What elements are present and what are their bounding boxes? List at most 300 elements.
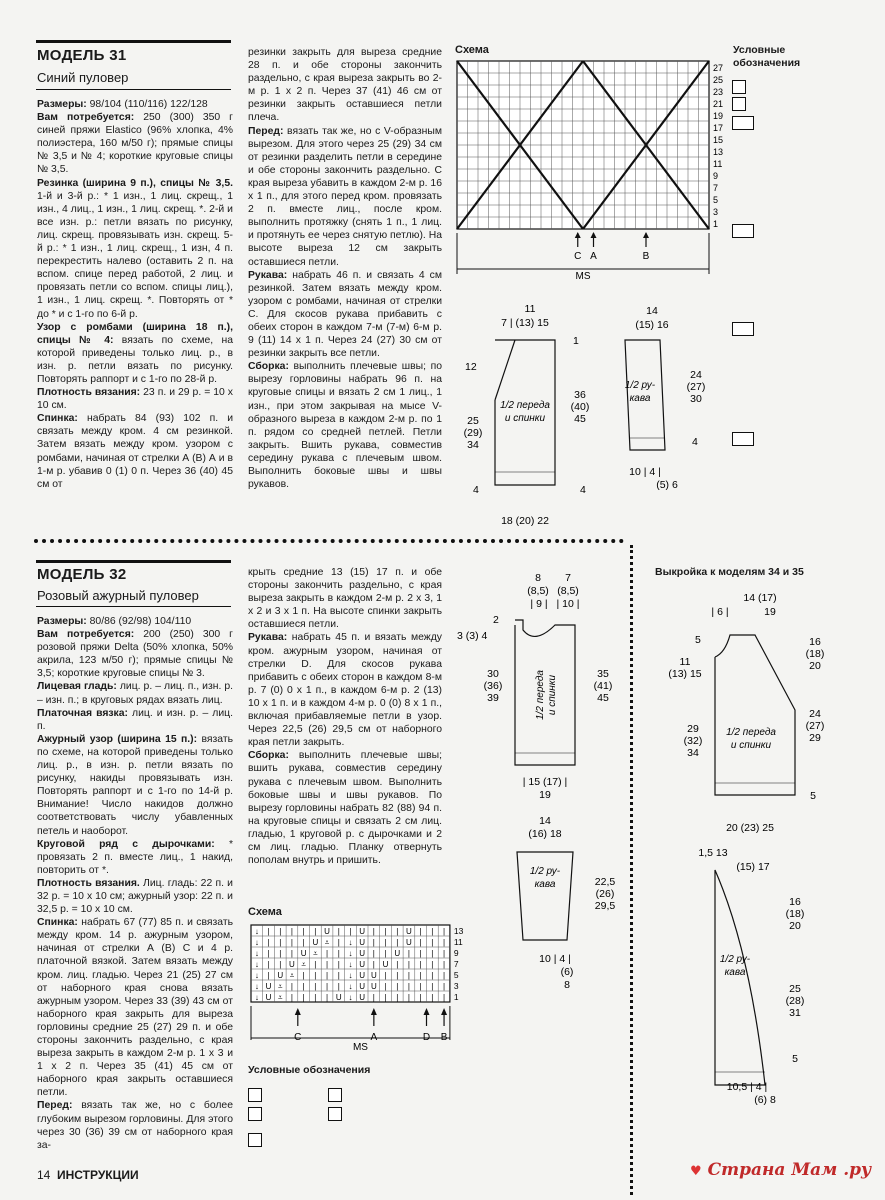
- paragraph: [37, 98, 233, 111]
- dim-top: 7: [565, 572, 571, 584]
- chart-symbol: |: [314, 982, 317, 991]
- pattern-label: 1/2 переда: [535, 670, 546, 720]
- chart-symbol: |: [443, 960, 446, 969]
- dim-left2: (29): [463, 427, 483, 439]
- ms-label: MS: [352, 1042, 368, 1053]
- dim-top: (8,5): [557, 585, 579, 597]
- paragraph-text: 200 (250) 300 г розовой пряжи Delta (50% хлопка, 50% акрила, 123 м/50 г); прямые спицы № 3,5; короткие круговые спицы № 3.: [37, 629, 233, 680]
- model31-text-col1: [37, 98, 233, 491]
- chart-symbol: |: [314, 971, 317, 980]
- dim-top: 8: [535, 572, 541, 584]
- chart-symbol: |: [443, 927, 446, 936]
- paragraph-heading: Плотность вязания:: [37, 387, 141, 399]
- chart-symbol: ⩡: [301, 960, 306, 969]
- paragraph-text: * провязать 2 п. вместе лиц., 1 накид, повторить от *.: [37, 838, 233, 876]
- model31-title: МОДЕЛЬ 31: [37, 47, 127, 64]
- chart-symbol: ↓: [254, 971, 259, 980]
- row-number: 5: [453, 970, 459, 980]
- paragraph-heading: Вам потребуется:: [37, 112, 135, 124]
- dim-right2: (28): [785, 995, 805, 1007]
- chart-symbol: |: [419, 993, 422, 1002]
- chart-symbol: |: [302, 982, 305, 991]
- paragraph-heading: Платочная вязка:: [37, 707, 128, 719]
- paragraph-text: вязать по схеме, на которой приведены только лиц. р., в изн. р. петли вязать по рисунку, накиды провязывать изн. Повторять раппорт и с 1-го по 14-й р. Внимание! Число накидов должно соответствовать числу убавленных петель и наоборот.: [37, 733, 234, 837]
- paragraph-text: вязать так же, но с V-образным вырезом. Для этого через 25 (29) 34 см от резинки разделить петли в середине и обе стороны закончить раздельно. С края выреза убавить в каждом 2-м р. 16 х 1 п., для этого перед кром. провязать 2 п. вместе лиц., после кром. выполнить протяжку (снять 1 п., 1 лиц. и протянуть ее через снятую петлю). На высоте выреза 12 см закрыть оставшиеся петли.: [248, 125, 442, 268]
- dim-right: 24: [690, 369, 702, 381]
- paragraph: [37, 615, 233, 628]
- paragraph-heading: Ажурный узор (ширина 15 п.):: [37, 733, 198, 745]
- chart-symbol: |: [419, 927, 422, 936]
- chart-symbol: ↓: [254, 960, 259, 969]
- dim-bottom-right: 4: [692, 436, 698, 448]
- model31-subtitle: Синий пуловер: [37, 70, 129, 85]
- chart-symbol: |: [326, 993, 329, 1002]
- model31-knitting-chart: [452, 56, 724, 306]
- dim-right3: 5: [792, 1053, 798, 1065]
- chart-symbol: |: [431, 927, 434, 936]
- paragraph-heading: Сборка:: [248, 750, 289, 762]
- chart-symbol: |: [337, 971, 340, 980]
- paragraph-heading: Спинка:: [37, 917, 78, 929]
- pattern3435-sleeve: [655, 840, 855, 1110]
- dim-right1: 20: [789, 920, 801, 932]
- model32-pattern-body: [455, 565, 630, 810]
- dim-top: 1,5 13: [698, 847, 728, 859]
- dim-left1: 5: [695, 634, 701, 646]
- dim-top2: 7 | (13) 15: [501, 317, 549, 329]
- chart-symbol: |: [302, 927, 305, 936]
- paragraph: [37, 111, 233, 176]
- footer-page-number: 14: [37, 1168, 51, 1182]
- dim-right: 30: [690, 393, 702, 405]
- dim-right: 35: [597, 668, 609, 680]
- chart-symbol: ⩡: [324, 938, 330, 947]
- chart-symbol: U: [359, 949, 366, 958]
- legend-symbol-icon: [328, 1107, 342, 1121]
- paragraph-text: 80/86 (92/98) 104/110: [86, 616, 192, 627]
- dim-bottom: 10 | 4 |: [629, 466, 661, 478]
- dim-right: 22,5: [594, 876, 616, 888]
- arrow-label: D: [422, 1032, 431, 1043]
- paragraph-text: набрать 67 (77) 85 п. и связать между кром. 14 р. ажурным узором, начиная от стрелки А (В) С и 4 р. платочной вязкой. Затем вязать между кром. лиц. гладью. Через 21 (25) 27 см от наборного края снова вязать ажурным узором. Через 33 (39) 43 см от наборного края закрыть для выреза горловины средние 25 (27) 29 п. и обе стороны закончить раздельно, с края выреза закрыть в каждом 2-м р. 1 х 3 и 1 х 2 п. Через 35 (41) 45 см от наборного края закрыть оставшиеся петли.: [37, 917, 233, 1099]
- row-number: 9: [453, 948, 459, 958]
- chart-symbol: U: [265, 982, 272, 991]
- chart-symbol: |: [337, 982, 340, 991]
- paragraph: [37, 877, 233, 916]
- dim-right2: 25: [789, 983, 801, 995]
- pattern-label: 1/2 ру-: [529, 866, 561, 877]
- chart-symbol: U: [335, 993, 342, 1002]
- chart-symbol: |: [407, 960, 410, 969]
- paragraph-text: набрать 45 п. и вязать между кром. ажурным узором, начиная от стрелки D. Для скосов рукава прибавить с обеих сторон в каждом 8-м р. 7 (0) 0 х 1 п., в каждом 6-м р. 2 (13) 10 х 1 п. и в каждом 4-м р. 0 (0) 8 х 1 п., включая прибавляемые петли в узор. Через 22,5 (26) 29,5 см от наборного края петли закрыть.: [248, 632, 442, 749]
- dim-bottom: 8: [564, 979, 570, 991]
- paragraph-heading: Резинка (ширина 9 п.), спицы № 3,5.: [37, 177, 233, 189]
- chart-symbol: ↓: [254, 949, 259, 958]
- dim-bottom-right: 4: [580, 484, 586, 496]
- dim-bottom: 19: [539, 789, 551, 801]
- paragraph-text: крыть средние 13 (15) 17 п. и обе стороны закончить раздельно, с края выреза закрыть в каждом 2-м р. 2 х 3, 1 х 2 и 3 х 1 п. На высоте спинки закрыть оставшиеся петли.: [248, 567, 442, 631]
- chart-symbol: |: [372, 949, 375, 958]
- chart-symbol: ↓: [348, 982, 353, 991]
- chart-symbol: |: [384, 982, 387, 991]
- row-number: 21: [713, 99, 724, 109]
- footer-section: ИНСТРУКЦИИ: [57, 1168, 139, 1182]
- paragraph: [37, 177, 233, 321]
- chart-symbol: |: [302, 938, 305, 947]
- chart-symbol: |: [431, 971, 434, 980]
- model31-scheme-title: Схема: [455, 44, 489, 56]
- legend-symbol-icon: [732, 80, 746, 94]
- chart-symbol: |: [443, 982, 446, 991]
- dim-top: 19: [764, 606, 776, 618]
- chart-symbol: |: [419, 949, 422, 958]
- dim-right: (40): [570, 401, 590, 413]
- chart-symbol: |: [443, 971, 446, 980]
- chart-symbol: |: [290, 982, 293, 991]
- chart-symbol: ⩡: [277, 993, 283, 1002]
- model31-header-rule: [36, 40, 231, 43]
- row-number: 9: [713, 171, 719, 181]
- paragraph-text: вязать так же, но с более глубоким вырезом горловины. Для этого через 30 (36) 39 см от наборного края за-: [37, 1100, 233, 1151]
- legend-symbol-icon: [328, 1088, 342, 1102]
- dim-right2: 24: [809, 708, 821, 720]
- dim-left3: (36): [483, 680, 503, 692]
- chart-symbol: |: [267, 938, 270, 947]
- chart-symbol: |: [267, 949, 270, 958]
- chart-symbol: |: [407, 971, 410, 980]
- chart-symbol: |: [384, 927, 387, 936]
- chart-symbol: U: [359, 993, 366, 1002]
- chart-symbol: ⩡: [277, 982, 283, 991]
- row-number: 11: [713, 159, 723, 169]
- chart-symbol: U: [359, 960, 366, 969]
- dim-top2: (16) 18: [528, 828, 562, 840]
- paragraph-heading: Круговой ряд с дырочками:: [37, 838, 215, 850]
- chart-symbol: ↓: [348, 960, 353, 969]
- model32-pattern-sleeve: [455, 812, 630, 997]
- row-number: 23: [713, 87, 724, 97]
- row-number: 7: [713, 183, 719, 193]
- chart-symbol: |: [407, 993, 410, 1002]
- paragraph: [37, 838, 233, 877]
- chart-symbol: |: [337, 927, 340, 936]
- chart-symbol: |: [407, 949, 410, 958]
- chart-symbol: ↓: [254, 993, 259, 1002]
- dim-right2: (27): [805, 720, 825, 732]
- dim-bottom: 10 | 4 |: [539, 953, 571, 965]
- neckline: [495, 340, 515, 400]
- paragraph-heading: Лицевая гладь:: [37, 681, 117, 693]
- watermark-text: Страна Мам .ру: [707, 1160, 872, 1180]
- paragraph-heading: Размеры:: [37, 99, 87, 110]
- chart-symbol: |: [326, 960, 329, 969]
- paragraph-text: выполнить плечевые швы; по вырезу горловины набрать 96 п. на круговые спицы и вязать 2 см 1 лиц., 1 изн., при этом закрывая на мысе V-образного выреза в каждом 2-м р. по 1 п. рядом со средней петлей. Петли закрыть. Вшить рукава, совместив середину рукава с плечевым швом. Выполнить боковые швы и швы рукавов.: [248, 361, 442, 491]
- dim-right2: 31: [789, 1007, 801, 1019]
- paragraph-text: набрать 46 п. и связать 4 см резинкой. Затем вязать между кром. узором с ромбами, начиная от стрелки С. Для скосов рукава прибавить с обеих сторон в каждом 7-м (7-м) 6-м р. 9 (11) 14 х 1 п. Через 24 (27) 30 см от резинки закрыть все петли.: [248, 269, 442, 360]
- chart-symbol: U: [370, 982, 377, 991]
- legend-symbol-icon: [732, 322, 754, 336]
- chart-symbol: |: [279, 927, 282, 936]
- chart-symbol: ↓: [348, 993, 353, 1002]
- chart-symbol: |: [407, 982, 410, 991]
- paragraph: [37, 412, 233, 491]
- model32-sub-rule: [36, 606, 231, 607]
- arrow-label: C: [294, 1032, 302, 1043]
- model31-legend-title: Условные обозначения: [733, 44, 801, 69]
- arrow-head-icon: [441, 1008, 447, 1015]
- paragraph: [37, 386, 233, 412]
- row-number: 27: [713, 63, 724, 73]
- chart-symbol: |: [396, 938, 399, 947]
- dim-left3: 39: [487, 692, 499, 704]
- paragraph: [37, 916, 233, 1099]
- dim-bottom: | 15 (17) |: [522, 776, 568, 788]
- chart-symbol: |: [302, 993, 305, 1002]
- hidden: [715, 635, 795, 795]
- dim-left2: (13) 15: [668, 668, 702, 680]
- legend-symbol-icon: [732, 97, 746, 111]
- chart-symbol: U: [324, 927, 330, 936]
- paragraph-heading: Перед:: [248, 125, 284, 137]
- paragraph-heading: Плотность вязания.: [37, 877, 140, 889]
- chart-symbol: |: [372, 993, 375, 1002]
- row-number: 15: [713, 135, 724, 145]
- dim-top: 14: [539, 815, 551, 827]
- paragraph: [37, 1099, 233, 1151]
- dim-left3: 30: [487, 668, 499, 680]
- dim-bottom2: (5) 6: [656, 479, 678, 491]
- pattern3435-body: [655, 585, 855, 835]
- pattern-label: 1/2 ру-: [719, 954, 751, 965]
- paragraph: [37, 321, 233, 386]
- dim-top: | 9 |: [530, 598, 548, 610]
- chart-symbol: |: [267, 960, 270, 969]
- chart-symbol: |: [372, 938, 375, 947]
- chart-symbol: |: [337, 949, 340, 958]
- chart-symbol: |: [443, 949, 446, 958]
- row-number: 1: [453, 992, 459, 1002]
- chart-symbol: |: [396, 971, 399, 980]
- chart-symbol: |: [419, 938, 422, 947]
- arrow-head-icon: [575, 232, 581, 238]
- chart-symbol: |: [314, 993, 317, 1002]
- paragraph-text: 250 (300) 350 г синей пряжи Elastico (96% хлопка, 4% полиэстера, 160 м/50 г); прямые спицы № 3,5 и № 4; короткие круговые спицы № 3,5.: [37, 112, 233, 176]
- chart-symbol: |: [326, 971, 329, 980]
- separator-dotted: [34, 539, 624, 543]
- legend-symbol-icon: [732, 116, 754, 130]
- model32-subtitle: Розовый ажурный пуловер: [37, 588, 199, 603]
- arrow-head-icon: [295, 1008, 301, 1015]
- dim-top: | 6 |: [711, 606, 729, 618]
- dim-left2: 3 (3) 4: [457, 630, 488, 642]
- dim-right1: (18): [805, 648, 825, 660]
- dim-top: | 10 |: [556, 598, 580, 610]
- dim-right1: 16: [789, 896, 801, 908]
- chart-symbol: |: [337, 938, 340, 947]
- pattern-label: и спинки: [504, 413, 546, 424]
- paragraph: [248, 566, 442, 631]
- paragraph-heading: Рукава:: [248, 632, 288, 644]
- row-number: 13: [713, 147, 724, 157]
- chart-symbol: |: [326, 982, 329, 991]
- chart-symbol: |: [431, 982, 434, 991]
- chart-symbol: U: [289, 960, 295, 969]
- model32-title: МОДЕЛЬ 32: [37, 566, 127, 583]
- paragraph: [37, 628, 233, 680]
- chart-symbol: |: [279, 938, 282, 947]
- chart-symbol: |: [267, 971, 270, 980]
- chart-symbol: ↓: [254, 927, 259, 936]
- chart-symbol: |: [431, 993, 434, 1002]
- chart-symbol: |: [337, 960, 340, 969]
- chart-symbol: |: [431, 960, 434, 969]
- chart-symbol: |: [396, 960, 399, 969]
- row-number: 11: [453, 937, 463, 947]
- paragraph-text: 1-й и 3-й р.: * 1 изн., 1 лиц. скрещ., 1 изн., 4 лиц., 1 изн., 1 лиц. скрещ. *. 2-й и все изн. р.: петли вязать по рисунку, лиц. скрещ. провязывать изн. скрещ. 5-й р.: * 1 изн., 1 лиц. скрещ., 1 изн, 4 п. перекрестить налево (оставить 2 п. на вспом. спице перед работой, 2 лиц. и провязать петли со вспом. спицы лиц.), 1 изн., 1 лиц. скрещ. *. Повторять от * до * и с 1-го по 6-й р.: [37, 190, 233, 320]
- dim-bottom-left: 4: [473, 484, 479, 496]
- row-number: 7: [453, 959, 459, 969]
- model32-header-rule: [36, 560, 231, 563]
- chart-symbol: |: [396, 993, 399, 1002]
- pattern-outline: [715, 635, 795, 795]
- dim-bottom: 10,5 | 4 |: [726, 1081, 768, 1093]
- chart-symbol: |: [384, 949, 387, 958]
- pattern-label: кава: [629, 393, 651, 404]
- arrow-label: A: [590, 251, 597, 262]
- arrow-label: B: [440, 1032, 448, 1043]
- legend-symbol-icon: [248, 1133, 262, 1147]
- pattern3435-title: Выкройка к моделям 34 и 35: [655, 566, 804, 578]
- dim-top: (8,5): [527, 585, 549, 597]
- paragraph-text: лиц. и изн. р. – лиц. п.: [37, 707, 233, 732]
- dim-top2: (15) 16: [635, 319, 669, 331]
- dim-right: (26): [595, 888, 615, 900]
- chart-symbol: U: [406, 938, 412, 947]
- pattern-label: и спинки: [547, 674, 558, 716]
- dim-top2: (15) 17: [736, 861, 770, 873]
- dim-right: 29,5: [594, 900, 616, 912]
- paragraph: [248, 125, 442, 269]
- arrow-label: B: [642, 251, 650, 262]
- paragraph-text: выполнить плечевые швы; вшить рукава, совместив середину рукава с плечевым швом. Выполнить боковые швы и швы рукавов. По вырезу горловины набрать 82 (88) 94 п. на круговые спицы и связать 2 см лиц. гладью, 1 круговой р. с дырочками и 2 см лиц. гладью. Планку отвернуть пополам внутрь и пришить.: [248, 750, 442, 867]
- pattern-label: кава: [534, 879, 556, 890]
- chart-symbol: |: [290, 993, 293, 1002]
- dim-bottom: (6): [560, 966, 574, 978]
- chart-symbol: U: [394, 949, 401, 958]
- chart-symbol: |: [396, 927, 399, 936]
- chart-symbol: |: [302, 971, 305, 980]
- separator-vertical: [630, 545, 633, 1195]
- chart-symbol: |: [419, 960, 422, 969]
- chart-symbol: U: [406, 927, 412, 936]
- dim-right: (27): [686, 381, 706, 393]
- paragraph-heading: Перед:: [37, 1100, 73, 1112]
- row-number: 3: [713, 207, 719, 217]
- chart-symbol: |: [419, 982, 422, 991]
- row-number: 19: [713, 111, 724, 121]
- chart-symbol: |: [372, 927, 375, 936]
- row-number: 1: [713, 219, 719, 229]
- watermark-logo: [690, 1160, 871, 1180]
- row-number: 25: [713, 75, 724, 85]
- paragraph-heading: Спинка:: [37, 413, 78, 425]
- arrow-head-icon: [424, 1008, 430, 1015]
- chart-symbol: U: [265, 993, 272, 1002]
- legend-symbol-icon: [732, 432, 754, 446]
- chart-symbol: |: [279, 949, 282, 958]
- dim-left2: 25: [467, 415, 479, 427]
- model31-pattern-sleeve: [610, 300, 720, 500]
- arrow-label: A: [370, 1032, 378, 1043]
- chart-symbol: U: [359, 927, 366, 936]
- paragraph-text: 98/104 (110/116) 122/128: [86, 99, 208, 110]
- chart-symbol: ↓: [254, 982, 259, 991]
- chart-symbol: |: [267, 927, 270, 936]
- dim-left2: 11: [679, 656, 691, 668]
- pattern-label: 1/2 переда: [500, 400, 550, 411]
- chart-symbol: |: [384, 993, 387, 1002]
- dim-right3: 5: [810, 790, 816, 802]
- legend-symbol-icon: [248, 1088, 262, 1102]
- paragraph-text: 23 п. и 29 р. = 10 х 10 см.: [37, 387, 234, 412]
- chart-symbol: U: [359, 971, 366, 980]
- dim-width: 18 (20) 22: [501, 515, 549, 527]
- paragraph-heading: Сборка:: [248, 361, 289, 373]
- paragraph-text: лиц. р. – лиц. п., изн. р. – изн. п.; в круговых рядах вязать лиц.: [37, 681, 233, 706]
- arrow-head-icon: [643, 232, 649, 238]
- model32-scheme-title: Схема: [248, 906, 282, 918]
- chart-symbol: ⩡: [289, 971, 295, 980]
- chart-symbol: |: [431, 938, 434, 947]
- model31-sub-rule: [36, 89, 231, 90]
- dim-right2: 29: [809, 732, 821, 744]
- chart-symbol: |: [314, 960, 317, 969]
- dim-right: (41): [593, 680, 613, 692]
- paragraph: [248, 749, 442, 867]
- paragraph: [248, 269, 442, 361]
- dim-right1: 16: [809, 636, 821, 648]
- dim-right: 45: [574, 413, 586, 425]
- dim-right: 45: [597, 692, 609, 704]
- model32-legend-title: Условные обозначения: [248, 1064, 371, 1076]
- chart-symbol: |: [384, 971, 387, 980]
- paragraph-heading: Размеры:: [37, 616, 87, 627]
- chart-symbol: |: [419, 971, 422, 980]
- paragraph-heading: Вам потребуется:: [37, 629, 135, 641]
- chart-symbol: U: [359, 982, 366, 991]
- pattern-label: и спинки: [730, 740, 772, 751]
- dim-top: 11: [524, 303, 536, 315]
- model31-pattern-body: [455, 300, 615, 530]
- dim-left1: 2: [493, 614, 499, 626]
- chart-symbol: |: [372, 960, 375, 969]
- chart-symbol: ↓: [348, 971, 353, 980]
- legend-symbol-icon: [248, 1107, 262, 1121]
- chart-symbol: |: [314, 927, 317, 936]
- chart-symbol: U: [277, 971, 284, 980]
- chart-symbol: ⩡: [313, 949, 318, 958]
- chart-symbol: ↓: [254, 938, 259, 947]
- dim-right1: (18): [785, 908, 805, 920]
- pattern-label: 1/2 переда: [726, 727, 776, 738]
- chart-symbol: |: [279, 960, 282, 969]
- row-number: 13: [453, 926, 464, 936]
- row-number: 3: [453, 981, 459, 991]
- paragraph: [37, 733, 233, 838]
- paragraph: [37, 680, 233, 706]
- arrow-head-icon: [371, 1008, 377, 1015]
- paragraph-text: Лиц. гладь: 22 п. и 32 р. = 10 х 10 см; ажурный узор: 22 п. и 32,5 р. = 10 х 10 см.: [37, 877, 233, 916]
